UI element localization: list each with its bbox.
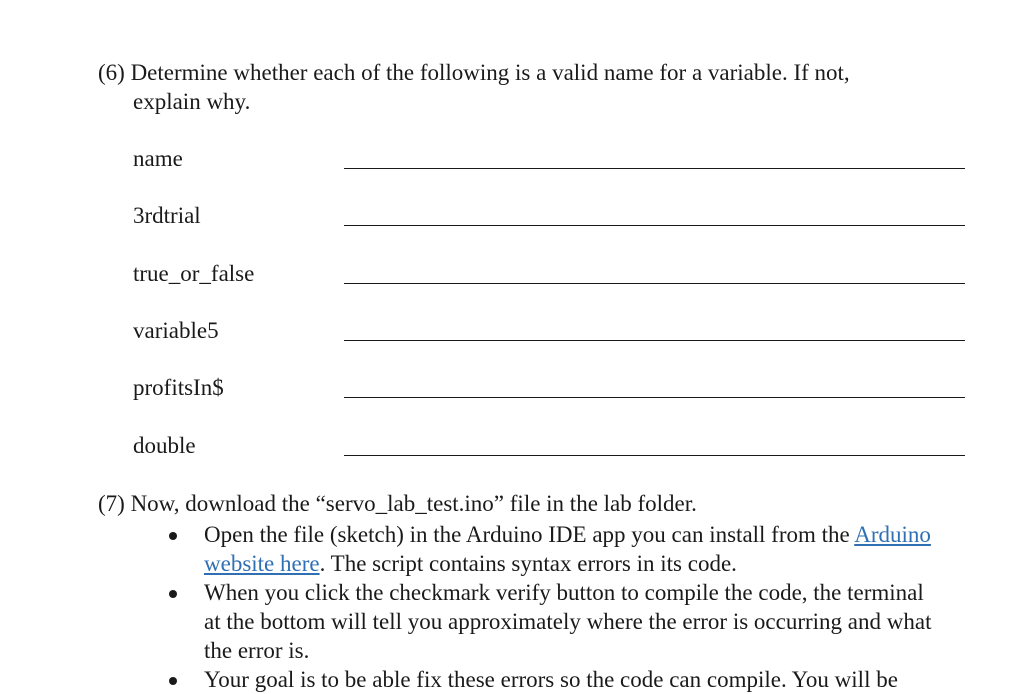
bullet-icon xyxy=(169,532,177,540)
question-6 xyxy=(98,58,958,116)
variable-label: variable5 xyxy=(133,318,219,343)
list-item xyxy=(164,665,944,694)
bullet-text: When you click the checkmark verify button to compile the code, the terminal at the bottom will tell you approximately where the error is occurring and what the error is. xyxy=(204,580,932,663)
answer-blank-line[interactable] xyxy=(344,455,965,456)
arduino-website-link[interactable]: Arduino website here xyxy=(204,522,931,576)
bullet-text: Open the file (sketch) in the Arduino IDE app you can install from the xyxy=(204,522,855,547)
question-7-intro: (7) Now, download the “servo_lab_test.ino” file in the lab folder. xyxy=(98,491,697,516)
answer-blank-line[interactable] xyxy=(344,397,965,398)
question-7-bullet-list xyxy=(164,520,944,694)
variable-label: profitsIn$ xyxy=(133,375,224,400)
question-6-prompt-line1: (6) Determine whether each of the following is a valid name for a variable. If not, xyxy=(98,60,850,85)
variable-label: 3rdtrial xyxy=(133,203,201,228)
answer-blank-line[interactable] xyxy=(344,168,965,169)
bullet-text: Your goal is to be able fix these errors so the code can compile. You will be xyxy=(204,667,898,692)
variable-label: double xyxy=(133,433,196,458)
variable-label: name xyxy=(133,146,183,171)
answer-blank-line[interactable] xyxy=(344,283,965,284)
answer-row-true-or-false xyxy=(133,259,965,289)
answer-row-double xyxy=(133,431,965,461)
list-item xyxy=(164,520,944,578)
question-6-prompt-line2: explain why. xyxy=(133,89,251,114)
answer-blank-line[interactable] xyxy=(344,225,965,226)
variable-label: true_or_false xyxy=(133,261,255,286)
bullet-icon xyxy=(169,677,177,685)
answer-row-name xyxy=(133,144,965,174)
bullet-text: . The script contains syntax errors in its code. xyxy=(319,551,737,576)
answer-row-profitsin xyxy=(133,373,965,403)
bullet-icon xyxy=(169,590,177,598)
list-item xyxy=(164,578,944,665)
answer-blank-line[interactable] xyxy=(344,340,965,341)
answer-row-variable5 xyxy=(133,316,965,346)
answer-row-3rdtrial xyxy=(133,201,965,231)
